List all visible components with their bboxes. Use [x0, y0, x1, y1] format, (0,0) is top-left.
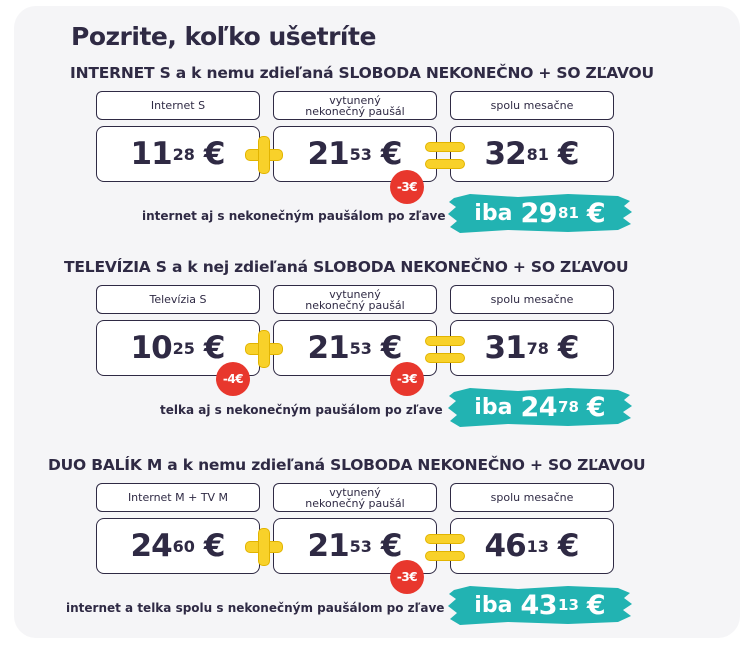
price-total: 46 13 €: [450, 518, 614, 574]
page-title: Pozrite, koľko ušetríte: [71, 22, 376, 51]
equals-icon: [425, 534, 465, 562]
label-total: spolu mesačne: [450, 285, 614, 314]
plus-icon: [245, 330, 283, 368]
offer-note: internet aj s nekonečným paušálom po zľave: [142, 209, 446, 223]
label-total: spolu mesačne: [450, 91, 614, 120]
equals-icon: [425, 142, 465, 170]
price-product: 11 28 €: [96, 126, 260, 182]
label-total: spolu mesačne: [450, 483, 614, 512]
discount-badge: -3€: [390, 560, 424, 594]
final-price-badge: iba 29 81 €: [448, 192, 632, 234]
label-tariff: vytunený nekonečný paušál: [273, 91, 437, 120]
discount-badge: -4€: [216, 362, 250, 396]
price-product: 24 60 €: [96, 518, 260, 574]
label-tariff: vytunený nekonečný paušál: [273, 483, 437, 512]
price-tariff: 21 53 €: [273, 518, 437, 574]
label-product: Televízia S: [96, 285, 260, 314]
plus-icon: [245, 528, 283, 566]
final-price-badge: iba 43 13 €: [448, 584, 632, 626]
label-product: Internet S: [96, 91, 260, 120]
offer-note: internet a telka spolu s nekonečným paušálom po zľave: [66, 601, 445, 615]
label-tariff: vytunený nekonečný paušál: [273, 285, 437, 314]
section-title: INTERNET S a k nemu zdieľaná SLOBODA NEKONEČNO + SO ZĽAVOU: [70, 64, 654, 82]
equals-icon: [425, 336, 465, 364]
discount-badge: -3€: [390, 362, 424, 396]
price-product: 10 25 €: [96, 320, 260, 376]
section-title: TELEVÍZIA S a k nej zdieľaná SLOBODA NEKONEČNO + SO ZĽAVOU: [64, 258, 629, 276]
discount-badge: -3€: [390, 170, 424, 204]
final-price-badge: iba 24 78 €: [448, 386, 632, 428]
price-total: 31 78 €: [450, 320, 614, 376]
price-tariff: 21 53 €: [273, 320, 437, 376]
section-title: DUO BALÍK M a k nemu zdieľaná SLOBODA NEKONEČNO + SO ZĽAVOU: [48, 456, 646, 474]
label-product: Internet M + TV M: [96, 483, 260, 512]
offer-note: telka aj s nekonečným paušálom po zľave: [160, 403, 443, 417]
price-tariff: 21 53 €: [273, 126, 437, 182]
plus-icon: [245, 136, 283, 174]
price-total: 32 81 €: [450, 126, 614, 182]
